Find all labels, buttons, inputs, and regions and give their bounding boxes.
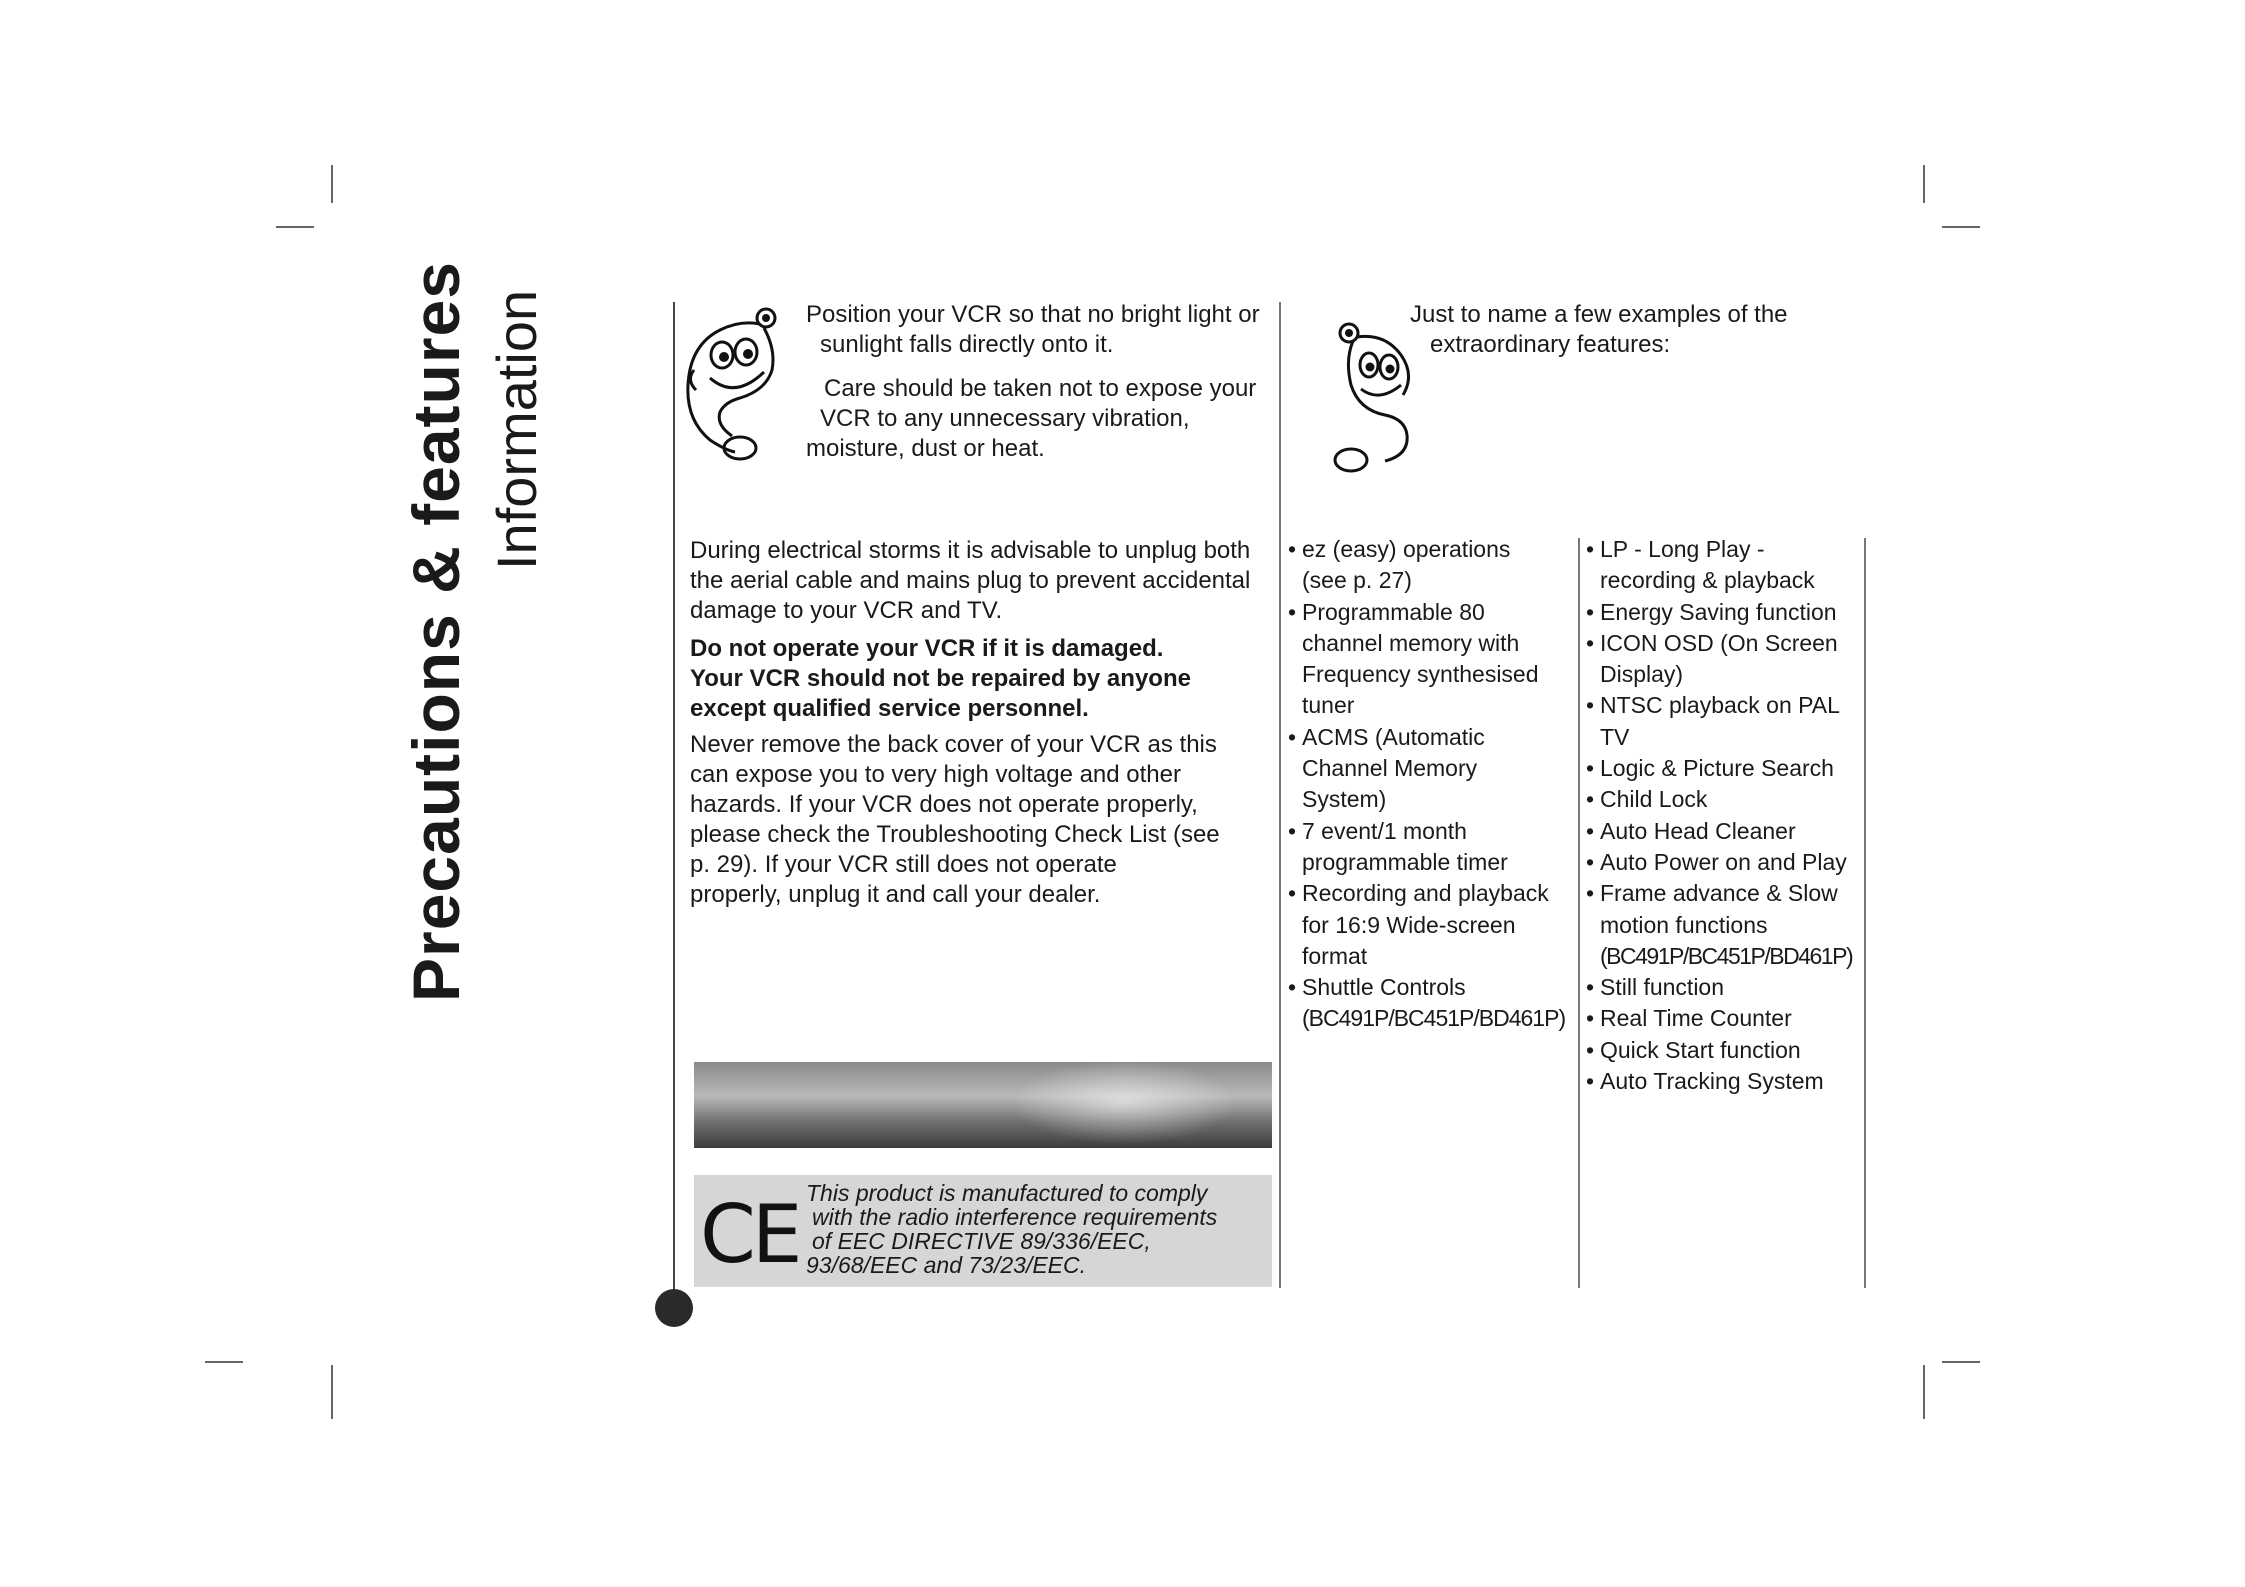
list-item: • Energy Saving function [1586, 597, 1864, 628]
list-item: • ACMS (Automatic Channel Memory System) [1288, 722, 1578, 816]
mascot-icon [680, 300, 788, 465]
crop-mark [331, 165, 333, 203]
list-item: • Logic & Picture Search [1586, 753, 1864, 784]
list-item: • Shuttle Controls (BC491P/BC451P/BD461P) [1288, 972, 1578, 1035]
ce-mark-icon: CE [700, 1188, 799, 1281]
page-marker [655, 1289, 693, 1327]
list-item: • 7 event/1 month programmable timer [1288, 816, 1578, 879]
list-item: • Quick Start function [1586, 1035, 1864, 1066]
list-item: • NTSC playback on PAL TV [1586, 690, 1864, 753]
list-item: • Auto Tracking System [1586, 1066, 1864, 1097]
column-divider [673, 302, 675, 1302]
list-item: • Recording and playback for 16:9 Wide-screen format [1288, 878, 1578, 972]
crop-mark [1923, 165, 1925, 203]
crop-mark [276, 226, 314, 228]
storms-note: During electrical storms it is advisable to unplug both the aerial cable and mains plug to prevent accidental damage to your VCR and TV. [690, 537, 1251, 624]
features-list-1 [1288, 534, 1578, 1035]
damage-warning: Do not operate your VCR if it is damaged. Your VCR should not be repaired by anyone except qualified service personnel. [690, 635, 1191, 722]
list-item: • Auto Head Cleaner [1586, 816, 1864, 847]
features-list-2 [1586, 534, 1864, 1097]
crop-mark [1942, 1361, 1980, 1363]
column-divider [1578, 538, 1580, 1288]
list-item: • LP - Long Play - recording & playback [1586, 534, 1864, 597]
list-item: • Child Lock [1586, 784, 1864, 815]
list-item: • ez (easy) operations (see p. 27) [1288, 534, 1578, 597]
list-item: • ICON OSD (On Screen Display) [1586, 628, 1864, 691]
crop-mark [1942, 226, 1980, 228]
page-title: Precautions & features [399, 261, 473, 1002]
crop-mark [331, 1365, 333, 1419]
column-divider [1279, 302, 1281, 1288]
back-cover-note: Never remove the back cover of your VCR as this can expose you to very high voltage and other hazards. If your VCR does not operate properly, please check the Troubleshooting Check List (see p. 29). If your VCR still does not operate properly, unplug it and call your dealer. [690, 731, 1220, 908]
column-divider [1864, 538, 1866, 1288]
placement-note: Position your VCR so that no bright light or sunlight falls directly onto it. [806, 301, 1260, 358]
list-item: • Auto Power on and Play [1586, 847, 1864, 878]
features-intro: Just to name a few examples of the extraordinary features: [1410, 301, 1788, 358]
decorative-gradient-bar [694, 1062, 1272, 1148]
crop-mark [205, 1361, 243, 1363]
page-subtitle: Information [485, 289, 548, 570]
list-item: • Programmable 80 channel memory with Frequency synthesised tuner [1288, 597, 1578, 722]
list-item: • Real Time Counter [1586, 1003, 1864, 1034]
list-item: • Frame advance & Slow motion functions (BC491P/BC451P/BD461P) [1586, 878, 1864, 972]
vibration-note: Care should be taken not to expose your VCR to any unnecessary vibration, moisture, dust or heat. [806, 375, 1257, 462]
crop-mark [1923, 1365, 1925, 1419]
list-item: • Still function [1586, 972, 1864, 1003]
ce-notice-text: This product is manufactured to comply with the radio interference requirements of EEC DIRECTIVE 89/336/EEC, 93/68/EEC and 73/23/EEC. [806, 1180, 1218, 1278]
